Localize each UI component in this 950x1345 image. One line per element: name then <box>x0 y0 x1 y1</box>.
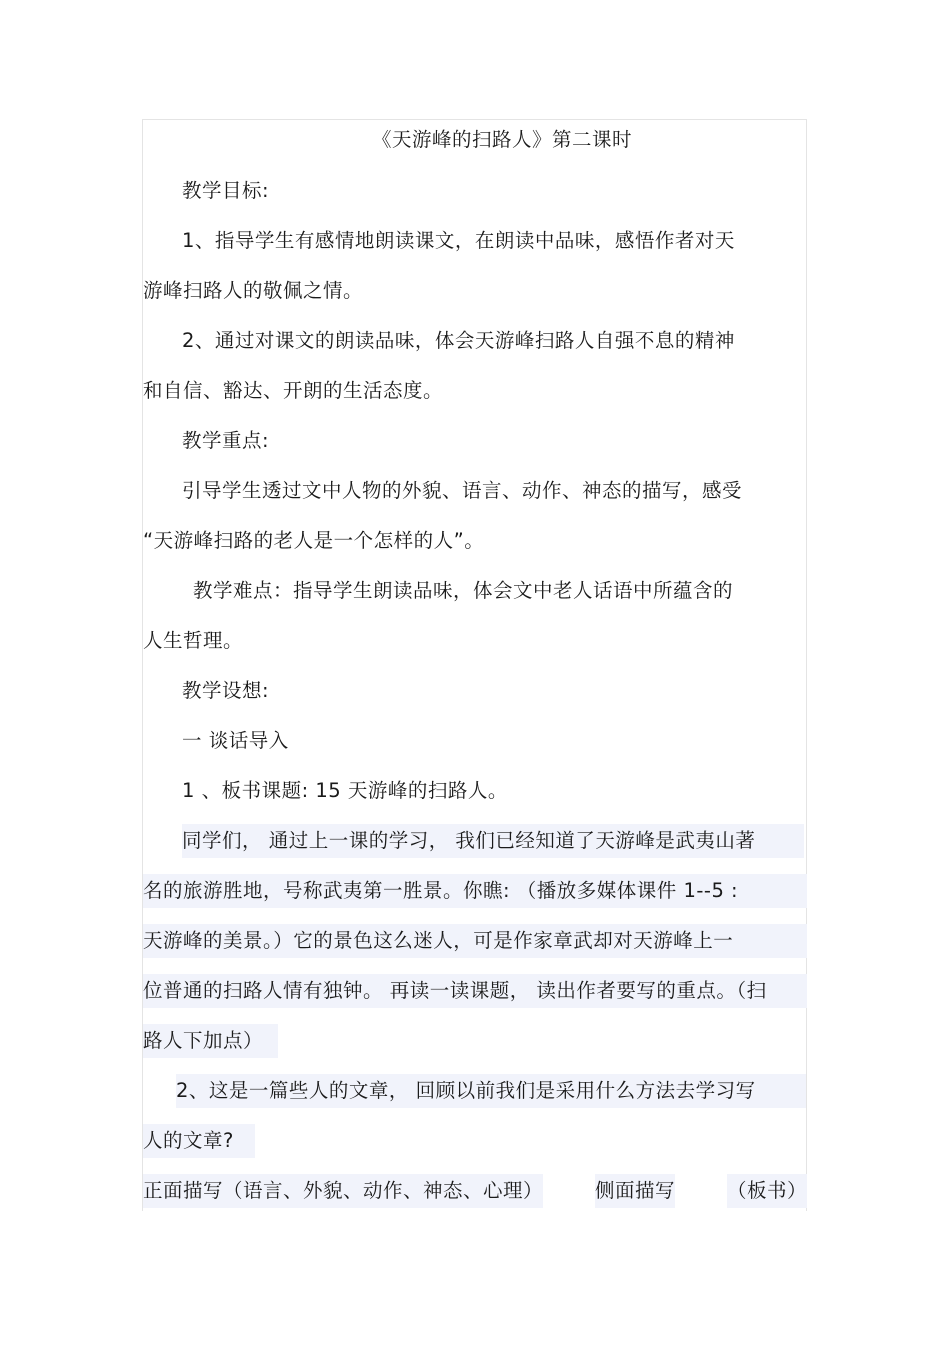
step-2-line-2: 人的文章? <box>143 1124 255 1158</box>
paragraph-1-line-3: 天游峰的美景。）它的景色这么迷人，可是作家章武却对天游峰上一 <box>143 924 807 958</box>
paragraph-1-line-4: 位普通的扫路人情有独钟。 再读一读课题， 读出作者要写的重点。（扫 <box>143 974 807 1008</box>
key-points-line-2: “天游峰扫路的老人是一个怎样的人”。 <box>143 529 485 552</box>
step-2-line-1: 2、这是一篇些人的文章， 回顾以前我们是采用什么方法去学习写 <box>176 1074 806 1108</box>
design-heading: 教学设想: <box>182 679 270 702</box>
paragraph-1-line-2: 名的旅游胜地，号称武夷第一胜景。你瞧: （播放多媒体课件 1--5 : <box>143 874 807 908</box>
step-1: 1 、板书课题: 15 天游峰的扫路人。 <box>182 779 508 802</box>
board-note: （板书） <box>727 1174 807 1208</box>
goal-1-line-2: 游峰扫路人的敬佩之情。 <box>143 279 364 302</box>
indirect-description: 侧面描写 <box>595 1174 675 1208</box>
paragraph-1-line-5: 路人下加点） <box>143 1024 278 1058</box>
direct-description: 正面描写（语言、外貌、动作、神态、心理） <box>143 1174 543 1208</box>
part-1-heading: 一 谈话导入 <box>182 729 289 752</box>
goal-2-line-1: 2、通过对课文的朗读品味，体会天游峰扫路人自强不息的精神 <box>182 329 735 352</box>
goal-1-line-1: 1、指导学生有感情地朗读课文，在朗读中品味，感悟作者对天 <box>182 229 735 252</box>
goal-2-line-2: 和自信、豁达、开朗的生活态度。 <box>143 379 444 402</box>
key-points-line-1: 引导学生透过文中人物的外貌、语言、动作、神态的描写，感受 <box>182 479 743 502</box>
key-points-heading: 教学重点: <box>182 429 270 452</box>
paragraph-1-line-1: 同学们， 通过上一课的学习， 我们已经知道了天游峰是武夷山著 <box>182 824 804 858</box>
goals-heading: 教学目标: <box>182 179 270 202</box>
difficulty-line-2: 人生哲理。 <box>143 629 244 652</box>
difficulty-line-1: 教学难点：指导学生朗读品味，体会文中老人话语中所蕴含的 <box>193 579 734 602</box>
document-title: 《天游峰的扫路人》第二课时 <box>372 128 633 151</box>
bottom-line <box>143 1174 807 1208</box>
